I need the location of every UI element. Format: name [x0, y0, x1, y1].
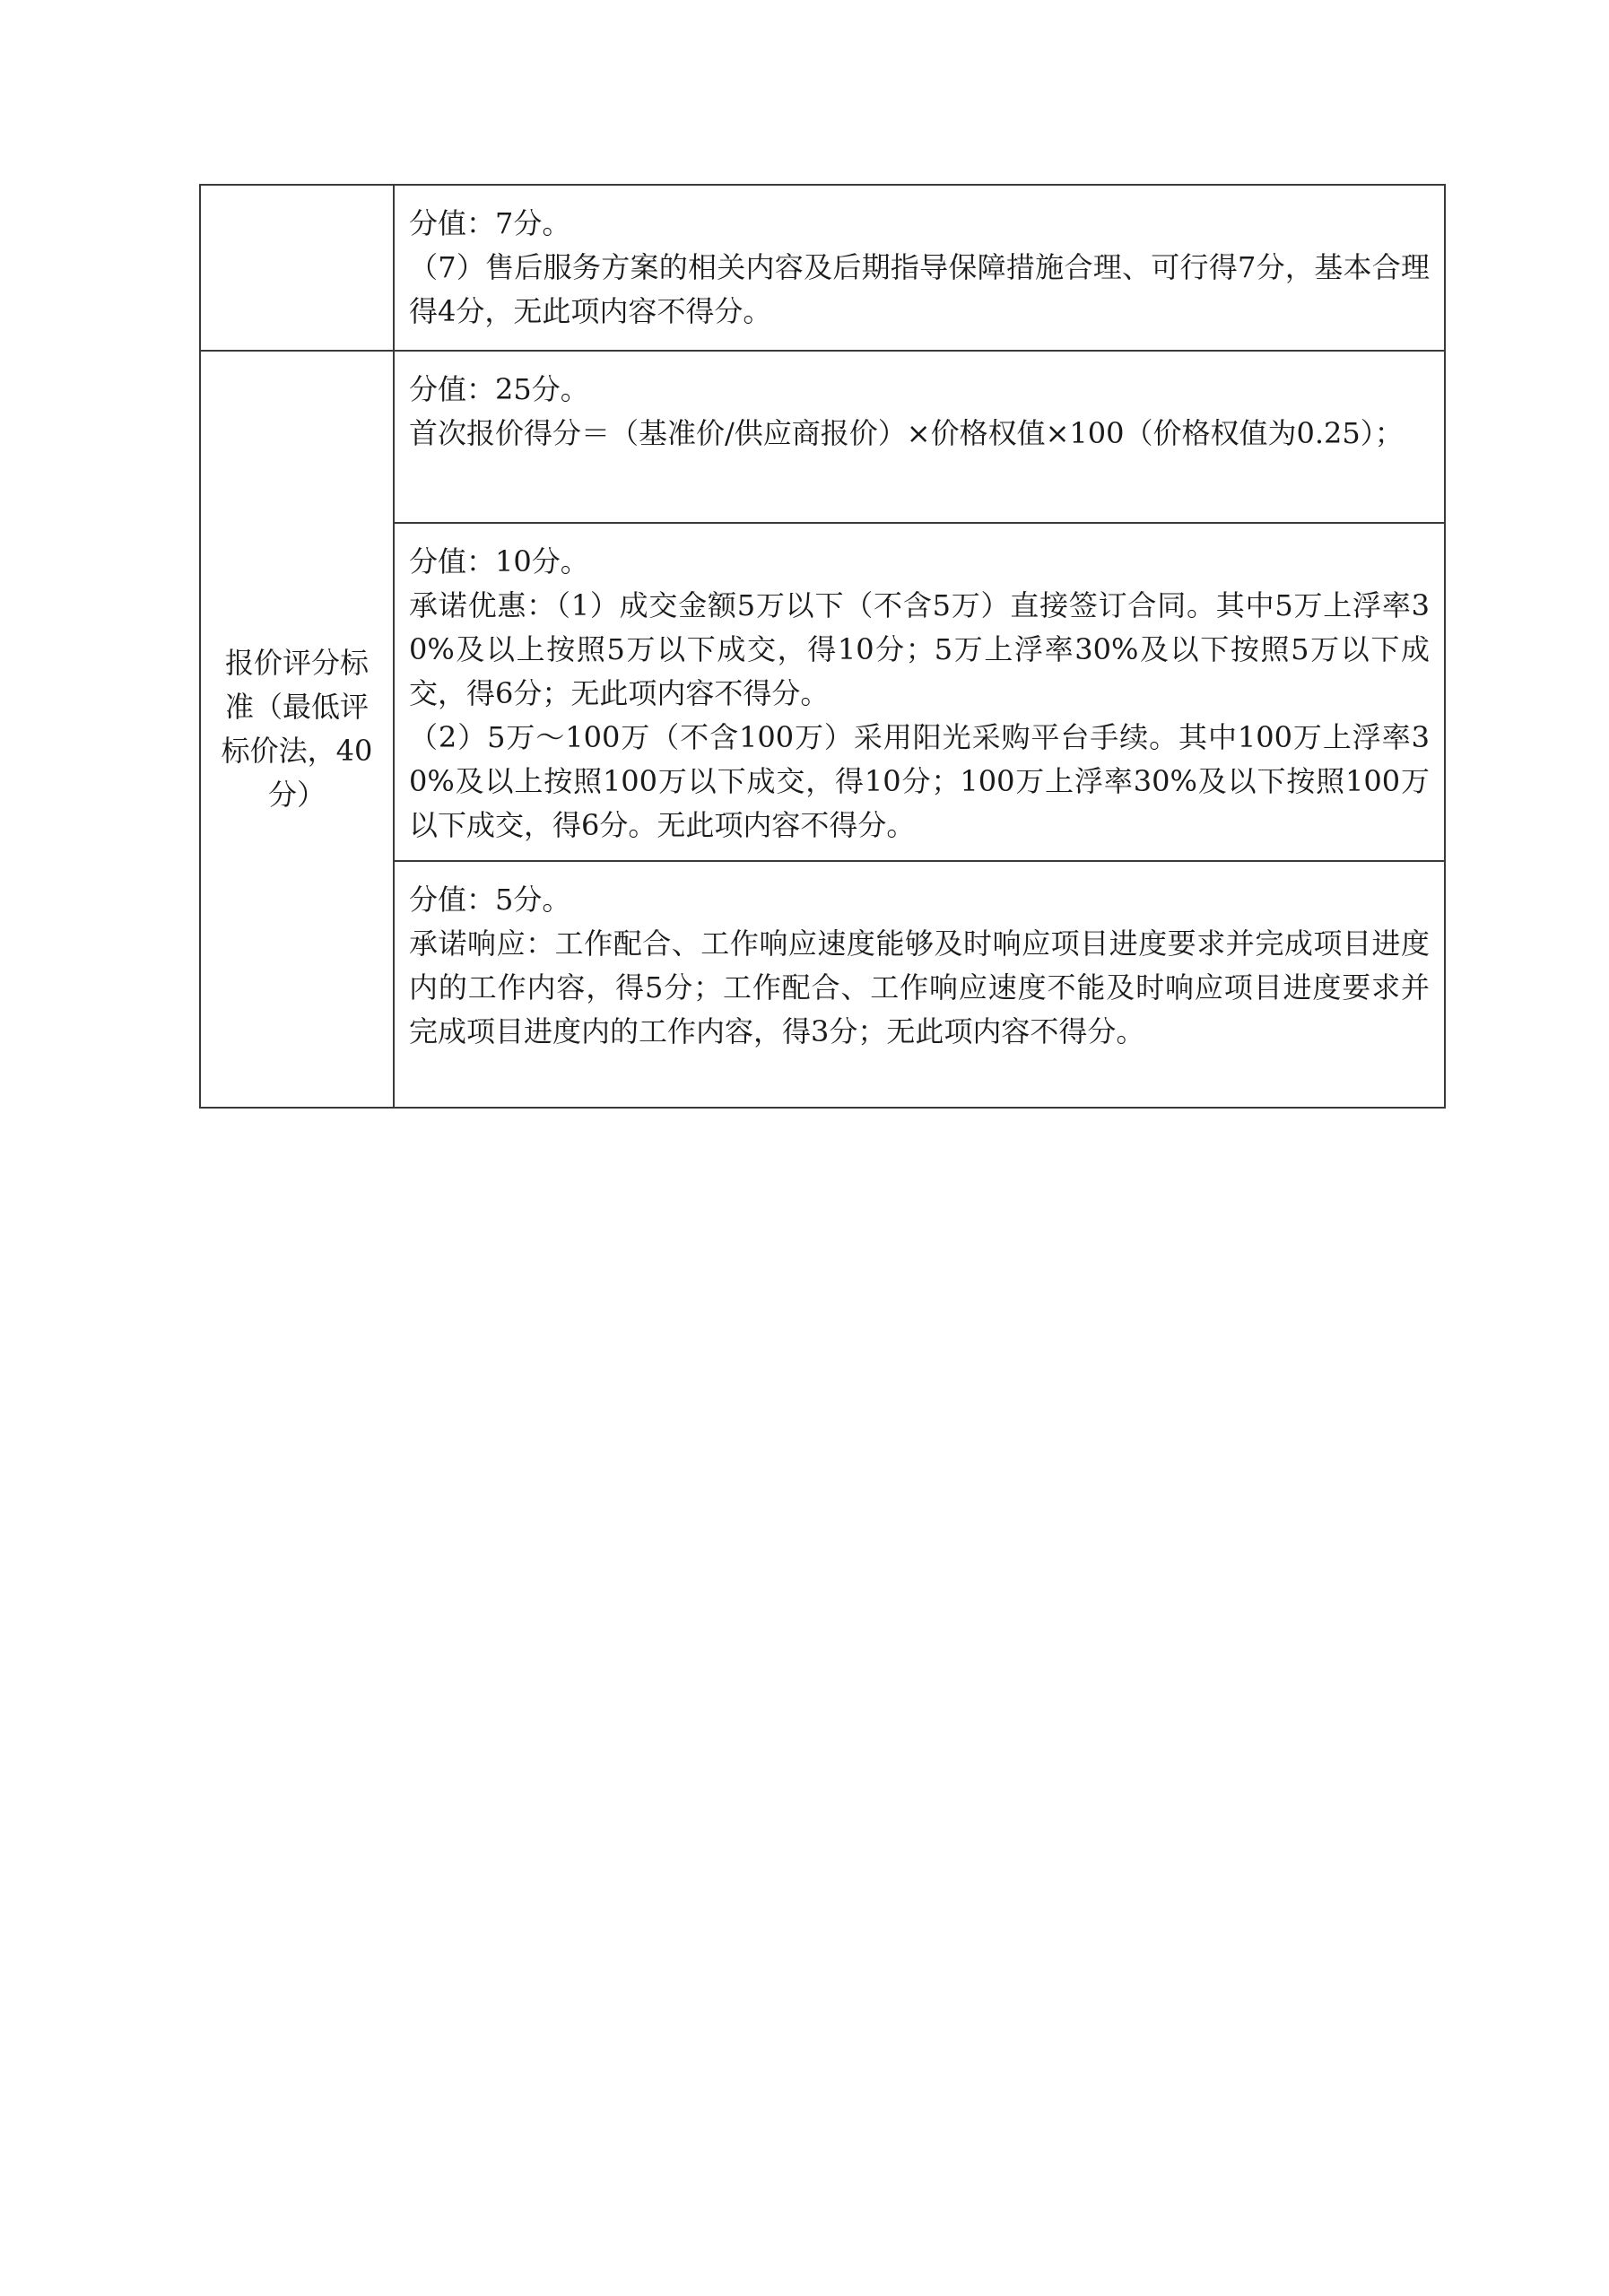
criterion-text: 承诺响应：工作配合、工作响应速度能够及时响应项目进度要求并完成项目进度内的工作内容，得5分；工作配合、工作响应速度不能及时响应项目进度要求并完成项目进度内的工作内容，得3分；无此项内容不得分。: [409, 926, 1430, 1048]
criterion-text: 首次报价得分＝（基准价/供应商报价）×价格权值×100（价格权值为0.25）；: [409, 416, 1404, 450]
criterion-cell: [394, 523, 1445, 861]
criterion-text: （7）售后服务方案的相关内容及后期指导保障措施合理、可行得7分，基本合理得4分，无此项内容不得分。: [409, 250, 1430, 328]
criterion-cell: [394, 861, 1445, 1108]
criterion-cell: [394, 351, 1445, 523]
score-value: 分值：25分。: [409, 372, 589, 406]
criterion-cell: [394, 185, 1445, 351]
price-category-cell: [200, 351, 394, 1108]
score-value: 分值：7分。: [409, 206, 571, 240]
criterion-text: （2）5万～100万（不含100万）采用阳光采购平台手续。其中100万上浮率30%及以上按照100万以下成交，得10分；100万上浮率30%及以下按照100万以下成交，得6分。无此项内容不得分。: [409, 720, 1430, 842]
score-value: 分值：5分。: [409, 883, 571, 917]
price-category-label: 报价评分标准（最低评标价法，40分）: [221, 646, 373, 812]
scoring-criteria-table: [199, 184, 1446, 1109]
table-row: [200, 351, 1445, 523]
criterion-text: 承诺优惠：（1）成交金额5万以下（不含5万）直接签订合同。其中5万上浮率30%及以上按照5万以下成交，得10分；5万上浮率30%及以下按照5万以下成交，得6分；无此项内容不得分。: [409, 588, 1430, 710]
table-row: [200, 185, 1445, 351]
category-cell-empty: [200, 185, 394, 351]
score-value: 分值：10分。: [409, 544, 589, 578]
